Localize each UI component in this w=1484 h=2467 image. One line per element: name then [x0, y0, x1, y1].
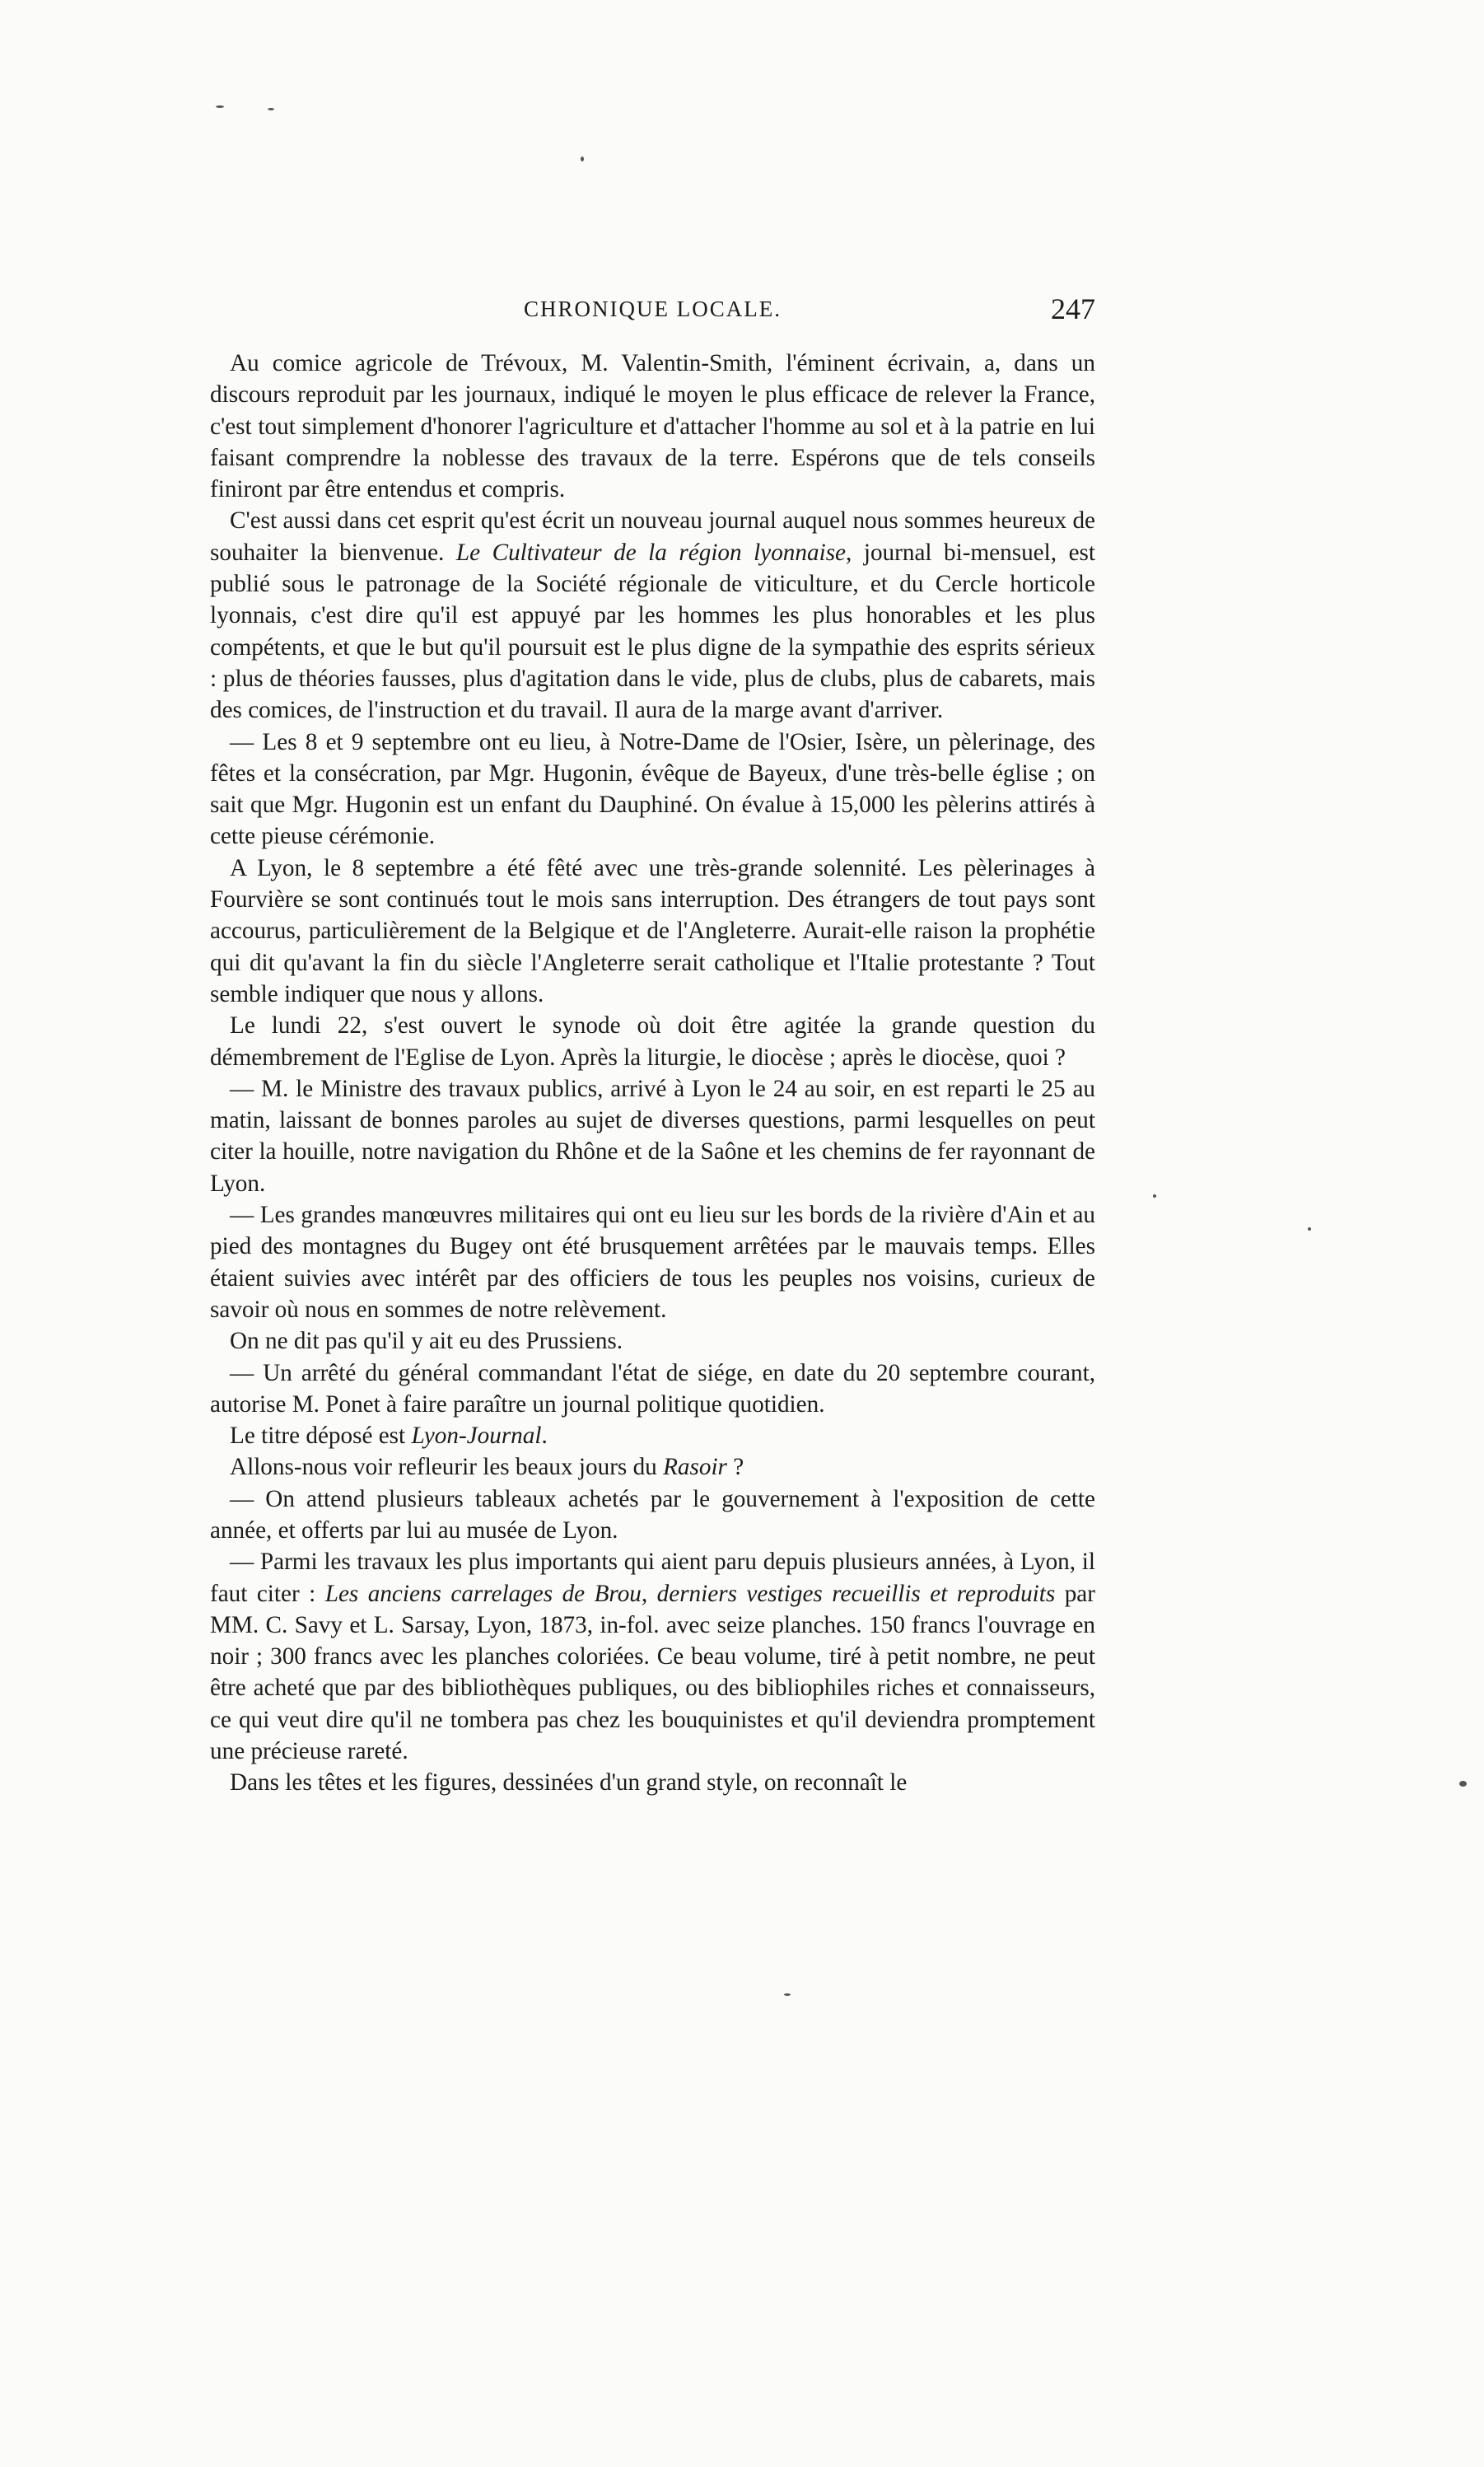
- print-speck: [784, 1993, 791, 1996]
- text-run: Le lundi 22, s'est ouvert le synode où doit être agitée la grande question du démembrement de l'Eglise de Lyon. Après la liturgie, le diocèse ; après le diocèse, quoi ?: [210, 1012, 1095, 1071]
- journal-title-lyon-journal: Lyon-Journal: [411, 1423, 542, 1450]
- print-speck: [1153, 1194, 1156, 1198]
- running-header: [210, 292, 1095, 343]
- paragraph-tetes: [210, 1767, 1095, 1798]
- print-speck: [268, 108, 274, 110]
- paragraph-prussiens: [210, 1325, 1095, 1357]
- journal-title-cultivateur: Le Cultivateur de la région lyonnaise: [455, 539, 847, 566]
- page-number: 247: [1051, 292, 1095, 325]
- print-speck: [1308, 1227, 1311, 1231]
- journal-title-rasoir: Rasoir: [663, 1454, 727, 1481]
- paragraph-osier: [210, 727, 1095, 853]
- text-run: On ne dit pas qu'il y ait eu des Prussiens.: [230, 1328, 623, 1355]
- text-run: A Lyon, le 8 septembre a été fêté avec une très-grande solennité. Les pèlerinages à Fourvière se sont continués tout le mois sans interruption. Des étrangers de tout pays sont accourus, particulièrement de la Belgique et de l'Angleterre. Aurait-elle raison la prophétie qui dit qu'avant la fin du siècle l'Angleterre serait catholique et l'Italie protestante ? Tout semble indiquer que nous y allons.: [210, 854, 1095, 1007]
- book-title-carrelages: Les anciens carrelages de Brou, derniers vestiges recueillis et reproduits: [324, 1580, 1056, 1607]
- paragraph-synode: [210, 1010, 1095, 1073]
- text-run: — Les 8 et 9 septembre ont eu lieu, à Notre-Dame de l'Osier, Isère, un pèlerinage, des fêtes et la consécration, par Mgr. Hugonin, évêque de Bayeux, d'une très-belle église ; on sait que Mgr. Hugonin est un enfant du Dauphiné. On évalue à 15,000 les pèlerins attirés à cette pieuse cérémonie.: [210, 728, 1095, 850]
- paragraph-arrete: [210, 1357, 1095, 1421]
- text-run: — Un arrêté du général commandant l'état de siége, en date du 20 septembre courant, autorise M. Ponet à faire paraître un journal politique quotidien.: [210, 1359, 1095, 1418]
- text-run: — Parmi les travaux les plus importants qui aient paru depuis plusieurs années, à Lyon, il faut citer :: [210, 1549, 1095, 1607]
- text-run: — Les grandes manœuvres militaires qui ont eu lieu sur les bords de la rivière d'Ain et au pied des montagnes du Bugey ont été brusquement arrêtées par le mauvais temps. Elles étaient suivies avec intérêt par des officiers de tous les peuples nos voisins, curieux de savoir où nous en sommes de notre relèvement.: [210, 1202, 1095, 1323]
- paragraph-trevoux: [210, 348, 1095, 505]
- text-run: Au comice agricole de Trévoux, M. Valentin-Smith, l'éminent écrivain, a, dans un discours reproduit par les journaux, indiqué le moyen le plus efficace de relever la France, c'est tout simplement d'honorer l'agriculture et d'attacher l'homme au sol et à la patrie en lui faisant comprendre la noblesse des travaux de la terre. Espérons que de tels conseils finiront par être entendus et compris.: [210, 350, 1095, 503]
- text-run: ?: [726, 1454, 744, 1481]
- text-run: Allons-nous voir refleurir les beaux jours du: [230, 1454, 664, 1481]
- text-run: par MM. C. Savy et L. Sarsay, Lyon, 1873, in-fol. avec seize planches. 150 francs l'ouvrage en noir ; 300 francs avec les planches coloriées. Ce beau volume, tiré à petit nombre, ne peut être acheté que par des bibliothèques publiques, ou des bibliophiles riches et connaisseurs, ce qui veut dire qu'il ne tombera pas chez les bouquinistes et qu'il deviendra promptement une précieuse rareté.: [210, 1580, 1095, 1765]
- chronicle-text: [210, 348, 1095, 1799]
- text-run: — On attend plusieurs tableaux achetés par le gouvernement à l'exposition de cette année, et offerts par lui au musée de Lyon.: [210, 1485, 1095, 1544]
- paragraph-titre: [210, 1420, 1095, 1451]
- text-run: C'est aussi dans cet esprit qu'est écrit un nouveau journal auquel nous sommes heureux de souhaiter la bienvenue.: [210, 507, 1095, 566]
- text-run: , journal bi-mensuel, est publié sous le patronage de la Société régionale de viticulture, et du Cercle horticole lyonnais, c'est dire qu'il est appuyé par les hommes les plus honorables et les plus compétents, et que le but qu'il poursuit est le plus digne de la sympathie des esprits sérieux : plus de théories fausses, plus d'agitation dans le vide, plus de clubs, plus de cabarets, mais des comices, de l'instruction et du travail. Il aura de la marge avant d'arriver.: [210, 539, 1095, 724]
- print-speck: [216, 105, 224, 108]
- text-run: .: [541, 1423, 548, 1450]
- paragraph-lyon-8-septembre: [210, 853, 1095, 1010]
- paragraph-cultivateur: [210, 505, 1095, 726]
- text-run: Le titre déposé est: [230, 1423, 412, 1450]
- paragraph-ministre: [210, 1073, 1095, 1199]
- print-speck: [1459, 1781, 1467, 1787]
- book-page: [210, 292, 1095, 1799]
- paragraph-carrelages: [210, 1546, 1095, 1767]
- print-speck: [581, 157, 584, 161]
- text-run: — M. le Ministre des travaux publics, arrivé à Lyon le 24 au soir, en est reparti le 25 au matin, laissant de bonnes paroles au sujet de diverses questions, parmi lesquelles on peut citer la houille, notre navigation du Rhône et de la Saône et les chemins de fer rayonnant de Lyon.: [210, 1075, 1095, 1197]
- text-run: Dans les têtes et les figures, dessinées d'un grand style, on reconnaît le: [230, 1769, 908, 1797]
- paragraph-rasoir: [210, 1451, 1095, 1483]
- running-title: CHRONIQUE LOCALE.: [524, 297, 782, 321]
- paragraph-tableaux: [210, 1483, 1095, 1547]
- paragraph-manoeuvres: [210, 1199, 1095, 1325]
